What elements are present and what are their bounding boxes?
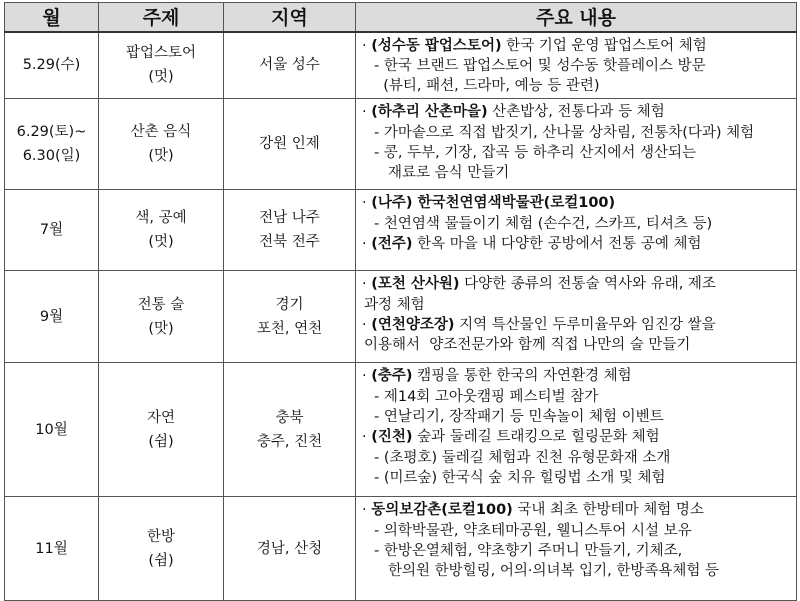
bullet-marker: · bbox=[362, 276, 372, 293]
region-cell-text: 강원 인제 bbox=[259, 136, 320, 153]
theme-cell bbox=[99, 497, 224, 601]
bullet-marker: · bbox=[362, 195, 372, 212]
region-cell-text: 전남 나주 bbox=[259, 210, 320, 227]
content-highlight: (성수동 팝업스토어) bbox=[371, 37, 502, 54]
content-highlight: (하추리 산촌마을) bbox=[371, 104, 488, 121]
month-cell-text: 6.29(토)~ bbox=[16, 124, 87, 141]
bullet-marker: - bbox=[374, 469, 384, 486]
content-cell bbox=[356, 32, 797, 99]
content-line bbox=[362, 387, 790, 407]
content-cell bbox=[356, 497, 797, 601]
bullet-marker: · bbox=[362, 502, 372, 519]
region-cell-text: 포천, 연천 bbox=[256, 320, 323, 337]
content-highlight: (연천양조장) bbox=[371, 316, 455, 333]
theme-cell-text: (멋) bbox=[148, 69, 174, 86]
content-line bbox=[362, 193, 790, 213]
content-text: 한의원 한방힐링, 어의·의녀복 입기, 한방족욕체험 등 bbox=[388, 563, 720, 580]
theme-cell-text: 산촌 음식 bbox=[130, 124, 192, 141]
header-content: 주요 내용 bbox=[356, 3, 797, 32]
month-cell-text: 11월 bbox=[35, 540, 68, 557]
content-line bbox=[362, 102, 790, 122]
content-cell bbox=[356, 190, 797, 271]
bullet-marker: - bbox=[374, 57, 384, 74]
header-theme: 주제 bbox=[99, 3, 224, 32]
month-cell bbox=[5, 99, 99, 190]
month-cell bbox=[5, 363, 99, 497]
content-text: 한국 기업 운영 팝업스토어 체험 bbox=[501, 37, 707, 54]
bullet-marker: · bbox=[362, 368, 372, 385]
region-cell-text: 전북 전주 bbox=[259, 234, 320, 251]
content-highlight: 동의보감촌(로컬100) bbox=[371, 502, 513, 519]
content-text: 지역 특산물인 두루미율무와 임진강 쌀을 bbox=[454, 316, 716, 333]
content-text: 천연염색 물들이기 체험 (손수건, 스카프, 티셔츠 등) bbox=[383, 215, 713, 232]
table-row bbox=[5, 32, 797, 99]
bullet-marker: · bbox=[362, 429, 372, 446]
content-text: 가마솥으로 직접 밥짓기, 산나물 상차림, 전통차(다과) 체험 bbox=[383, 124, 755, 141]
bullet-marker: · bbox=[362, 316, 372, 333]
theme-cell-text: (쉼) bbox=[148, 433, 174, 450]
month-cell-text: 5.29(수) bbox=[22, 57, 81, 74]
content-cell bbox=[356, 99, 797, 190]
theme-cell-text: 한방 bbox=[146, 528, 175, 545]
content-text: 산촌밥상, 전통다과 등 체험 bbox=[487, 104, 665, 121]
header-region: 지역 bbox=[224, 3, 356, 32]
month-cell-text: 10월 bbox=[35, 421, 68, 438]
bullet-marker: · bbox=[362, 235, 372, 252]
content-line bbox=[362, 366, 790, 386]
theme-cell-text: (멋) bbox=[148, 234, 174, 251]
region-cell-text: 경남, 산청 bbox=[256, 540, 323, 557]
content-text: 한방온열체험, 약초향기 주머니 만들기, 기체조, bbox=[383, 542, 683, 559]
theme-cell bbox=[99, 363, 224, 497]
content-highlight: (진천) bbox=[371, 429, 413, 446]
bullet-marker: · bbox=[362, 37, 372, 54]
region-cell bbox=[224, 32, 356, 99]
content-line bbox=[362, 541, 790, 561]
month-cell bbox=[5, 497, 99, 601]
month-cell bbox=[5, 32, 99, 99]
content-line bbox=[362, 521, 790, 541]
table-row bbox=[5, 497, 797, 601]
region-cell bbox=[224, 99, 356, 190]
theme-cell-text: (맛) bbox=[148, 148, 174, 165]
content-highlight: (포천 산사원) bbox=[371, 276, 460, 293]
content-line bbox=[362, 143, 790, 163]
theme-cell-text: 전통 술 bbox=[137, 296, 185, 313]
content-highlight: (충주) bbox=[371, 368, 413, 385]
theme-cell bbox=[99, 32, 224, 99]
content-text: 연날리기, 장작패기 등 민속놀이 체험 이벤트 bbox=[383, 408, 664, 425]
region-cell-text: 충주, 진천 bbox=[256, 433, 323, 450]
content-text: 재료로 음식 만들기 bbox=[388, 165, 510, 182]
bullet-marker bbox=[374, 78, 383, 94]
region-cell-text: 경기 bbox=[275, 296, 304, 313]
region-cell bbox=[224, 190, 356, 271]
content-highlight: (나주) 한국천연염색박물관(로컬100) bbox=[371, 195, 616, 212]
table-row bbox=[5, 190, 797, 271]
content-line bbox=[362, 427, 790, 447]
theme-cell-text: (맛) bbox=[148, 320, 174, 337]
content-text: (초평호) 둘레길 체험과 진천 유형문화재 소개 bbox=[383, 449, 671, 466]
content-line bbox=[362, 407, 790, 427]
content-line bbox=[362, 123, 790, 143]
region-cell bbox=[224, 363, 356, 497]
content-text: (뷰티, 패션, 드라마, 예능 등 관련) bbox=[383, 78, 600, 95]
content-line bbox=[362, 500, 790, 520]
content-line bbox=[362, 36, 790, 56]
bullet-marker: - bbox=[374, 388, 384, 405]
content-highlight: (전주) bbox=[371, 235, 413, 252]
content-line bbox=[362, 335, 790, 355]
region-cell bbox=[224, 271, 356, 363]
region-cell-text: 서울 성수 bbox=[259, 57, 320, 74]
schedule-table bbox=[4, 2, 797, 601]
content-text: 다양한 종류의 전통술 역사와 유래, 제조 bbox=[459, 276, 716, 293]
content-cell bbox=[356, 363, 797, 497]
content-line bbox=[362, 214, 790, 234]
content-text: 콩, 두부, 기장, 잡곡 등 하추리 산지에서 생산되는 bbox=[383, 144, 697, 161]
content-line bbox=[362, 56, 790, 76]
content-line bbox=[362, 315, 790, 335]
content-text: 과정 체험 bbox=[364, 296, 425, 313]
theme-cell-text: (쉼) bbox=[148, 552, 174, 569]
content-text: 숲과 둘레길 트래킹으로 힐링문화 체험 bbox=[412, 429, 660, 446]
content-text: 캠핑을 통한 한국의 자연환경 체험 bbox=[412, 368, 632, 385]
content-line bbox=[362, 295, 790, 315]
content-line bbox=[362, 274, 790, 294]
content-text: 의학박물관, 약초테마공원, 웰니스투어 시설 보유 bbox=[383, 522, 692, 539]
region-cell bbox=[224, 497, 356, 601]
month-cell-text: 6.30(일) bbox=[22, 148, 81, 165]
bullet-marker: - bbox=[374, 215, 384, 232]
content-line bbox=[362, 448, 790, 468]
table-row bbox=[5, 99, 797, 190]
month-cell-text: 9월 bbox=[39, 308, 64, 325]
header-month: 월 bbox=[5, 3, 99, 32]
header-row bbox=[5, 3, 797, 32]
content-text: 이용해서 양조전문가와 함께 직접 나만의 술 만들기 bbox=[364, 337, 691, 354]
theme-cell-text: 팝업스토어 bbox=[125, 45, 197, 62]
content-line bbox=[362, 163, 790, 183]
content-cell bbox=[356, 271, 797, 363]
content-text: 제14회 고아웃캠핑 페스티벌 참가 bbox=[383, 388, 599, 405]
bullet-marker: - bbox=[374, 449, 384, 466]
theme-cell bbox=[99, 271, 224, 363]
table-row bbox=[5, 271, 797, 363]
month-cell bbox=[5, 190, 99, 271]
theme-cell bbox=[99, 99, 224, 190]
content-text: (미르숲) 한국식 숲 치유 힐링법 소개 및 체험 bbox=[383, 469, 666, 486]
theme-cell-text: 자연 bbox=[146, 409, 175, 426]
bullet-marker: - bbox=[374, 124, 384, 141]
bullet-marker: - bbox=[374, 144, 384, 161]
content-text: 국내 최초 한방테마 체험 명소 bbox=[512, 502, 704, 519]
bullet-marker: - bbox=[374, 408, 384, 425]
content-text: 한국 브랜드 팝업스토어 및 성수동 핫플레이스 방문 bbox=[383, 57, 706, 74]
month-cell-text: 7월 bbox=[39, 222, 64, 239]
bullet-marker: · bbox=[362, 104, 372, 121]
content-line bbox=[362, 76, 790, 96]
table-row bbox=[5, 363, 797, 497]
content-line bbox=[362, 561, 790, 581]
region-cell-text: 충북 bbox=[275, 409, 304, 426]
content-line bbox=[362, 468, 790, 488]
month-cell bbox=[5, 271, 99, 363]
content-text: 한옥 마을 내 다양한 공방에서 전통 공예 체험 bbox=[412, 235, 702, 252]
theme-cell-text: 색, 공예 bbox=[135, 210, 187, 227]
bullet-marker: - bbox=[374, 522, 384, 539]
bullet-marker: - bbox=[374, 542, 384, 559]
theme-cell bbox=[99, 190, 224, 271]
content-line bbox=[362, 234, 790, 254]
